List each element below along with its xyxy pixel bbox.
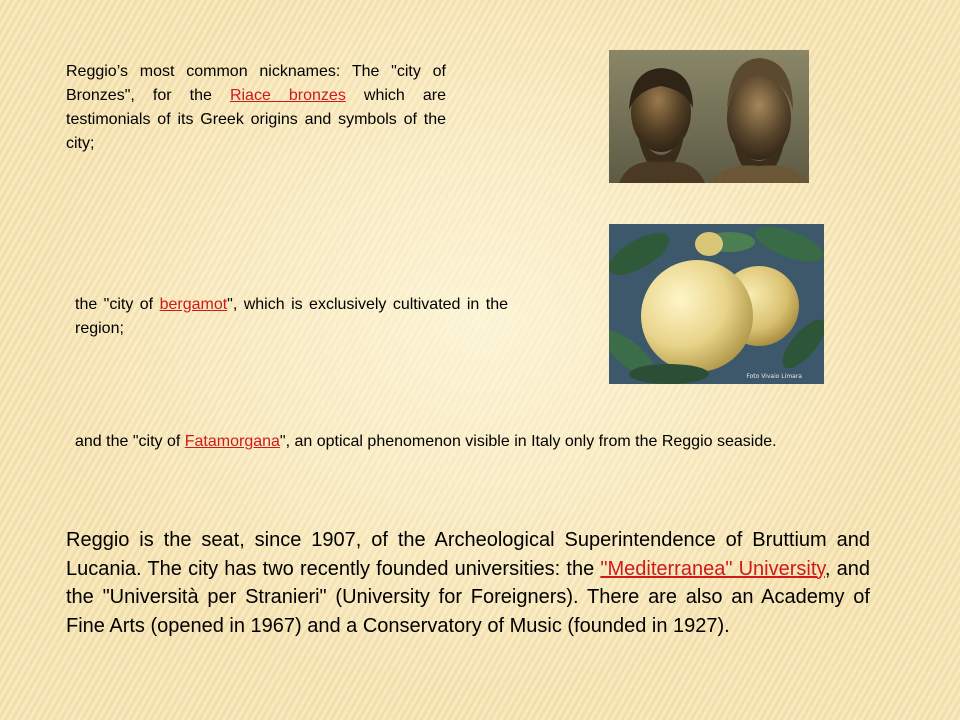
bergamot-paragraph xyxy=(75,293,508,341)
bergamot-photo xyxy=(609,224,824,384)
universities-text-start: Reggio is the seat, since 1907, of the Archeological Superintendence of Bruttium and Lucania. The city has two recently founded universities: the xyxy=(66,529,870,580)
universities-paragraph xyxy=(66,526,870,640)
riace-bronzes-image xyxy=(609,50,809,183)
fatamorgana-text-end: ", an optical phenomenon visible in Italy only from the Reggio seaside. xyxy=(279,433,777,450)
riace-bronzes-link[interactable]: Riace bronzes xyxy=(229,87,346,104)
photo-credit: Foto Vivaio Limara xyxy=(746,373,802,380)
bergamot-text-start: the "city of xyxy=(75,296,160,313)
nicknames-text-start: Reggio’s most common nicknames: The "city of Bronzes", for the xyxy=(66,63,446,104)
riace-bronzes-photo xyxy=(609,50,809,183)
bergamot-text-end: ", which is exclusively cultivated in the region; xyxy=(75,296,509,337)
fatamorgana-text-start: and the "city of xyxy=(75,433,185,450)
fatamorgana-paragraph xyxy=(75,430,870,454)
nicknames-text-end: which are testimonials of its Greek origins and symbols of the city; xyxy=(66,87,447,152)
nicknames-paragraph xyxy=(66,60,446,156)
bergamot-image xyxy=(609,224,824,384)
fatamorgana-link[interactable]: Fatamorgana xyxy=(184,433,280,450)
bergamot-link[interactable]: bergamot xyxy=(159,296,228,313)
mediterranea-university-link[interactable]: "Mediterranea" University xyxy=(600,557,825,580)
universities-text-end: , and the "Università per Stranieri" (University for Foreigners). There are also an Academy of Fine Arts (opened in 1967) and a Conservatory of Music (founded in 1927). xyxy=(66,557,871,637)
